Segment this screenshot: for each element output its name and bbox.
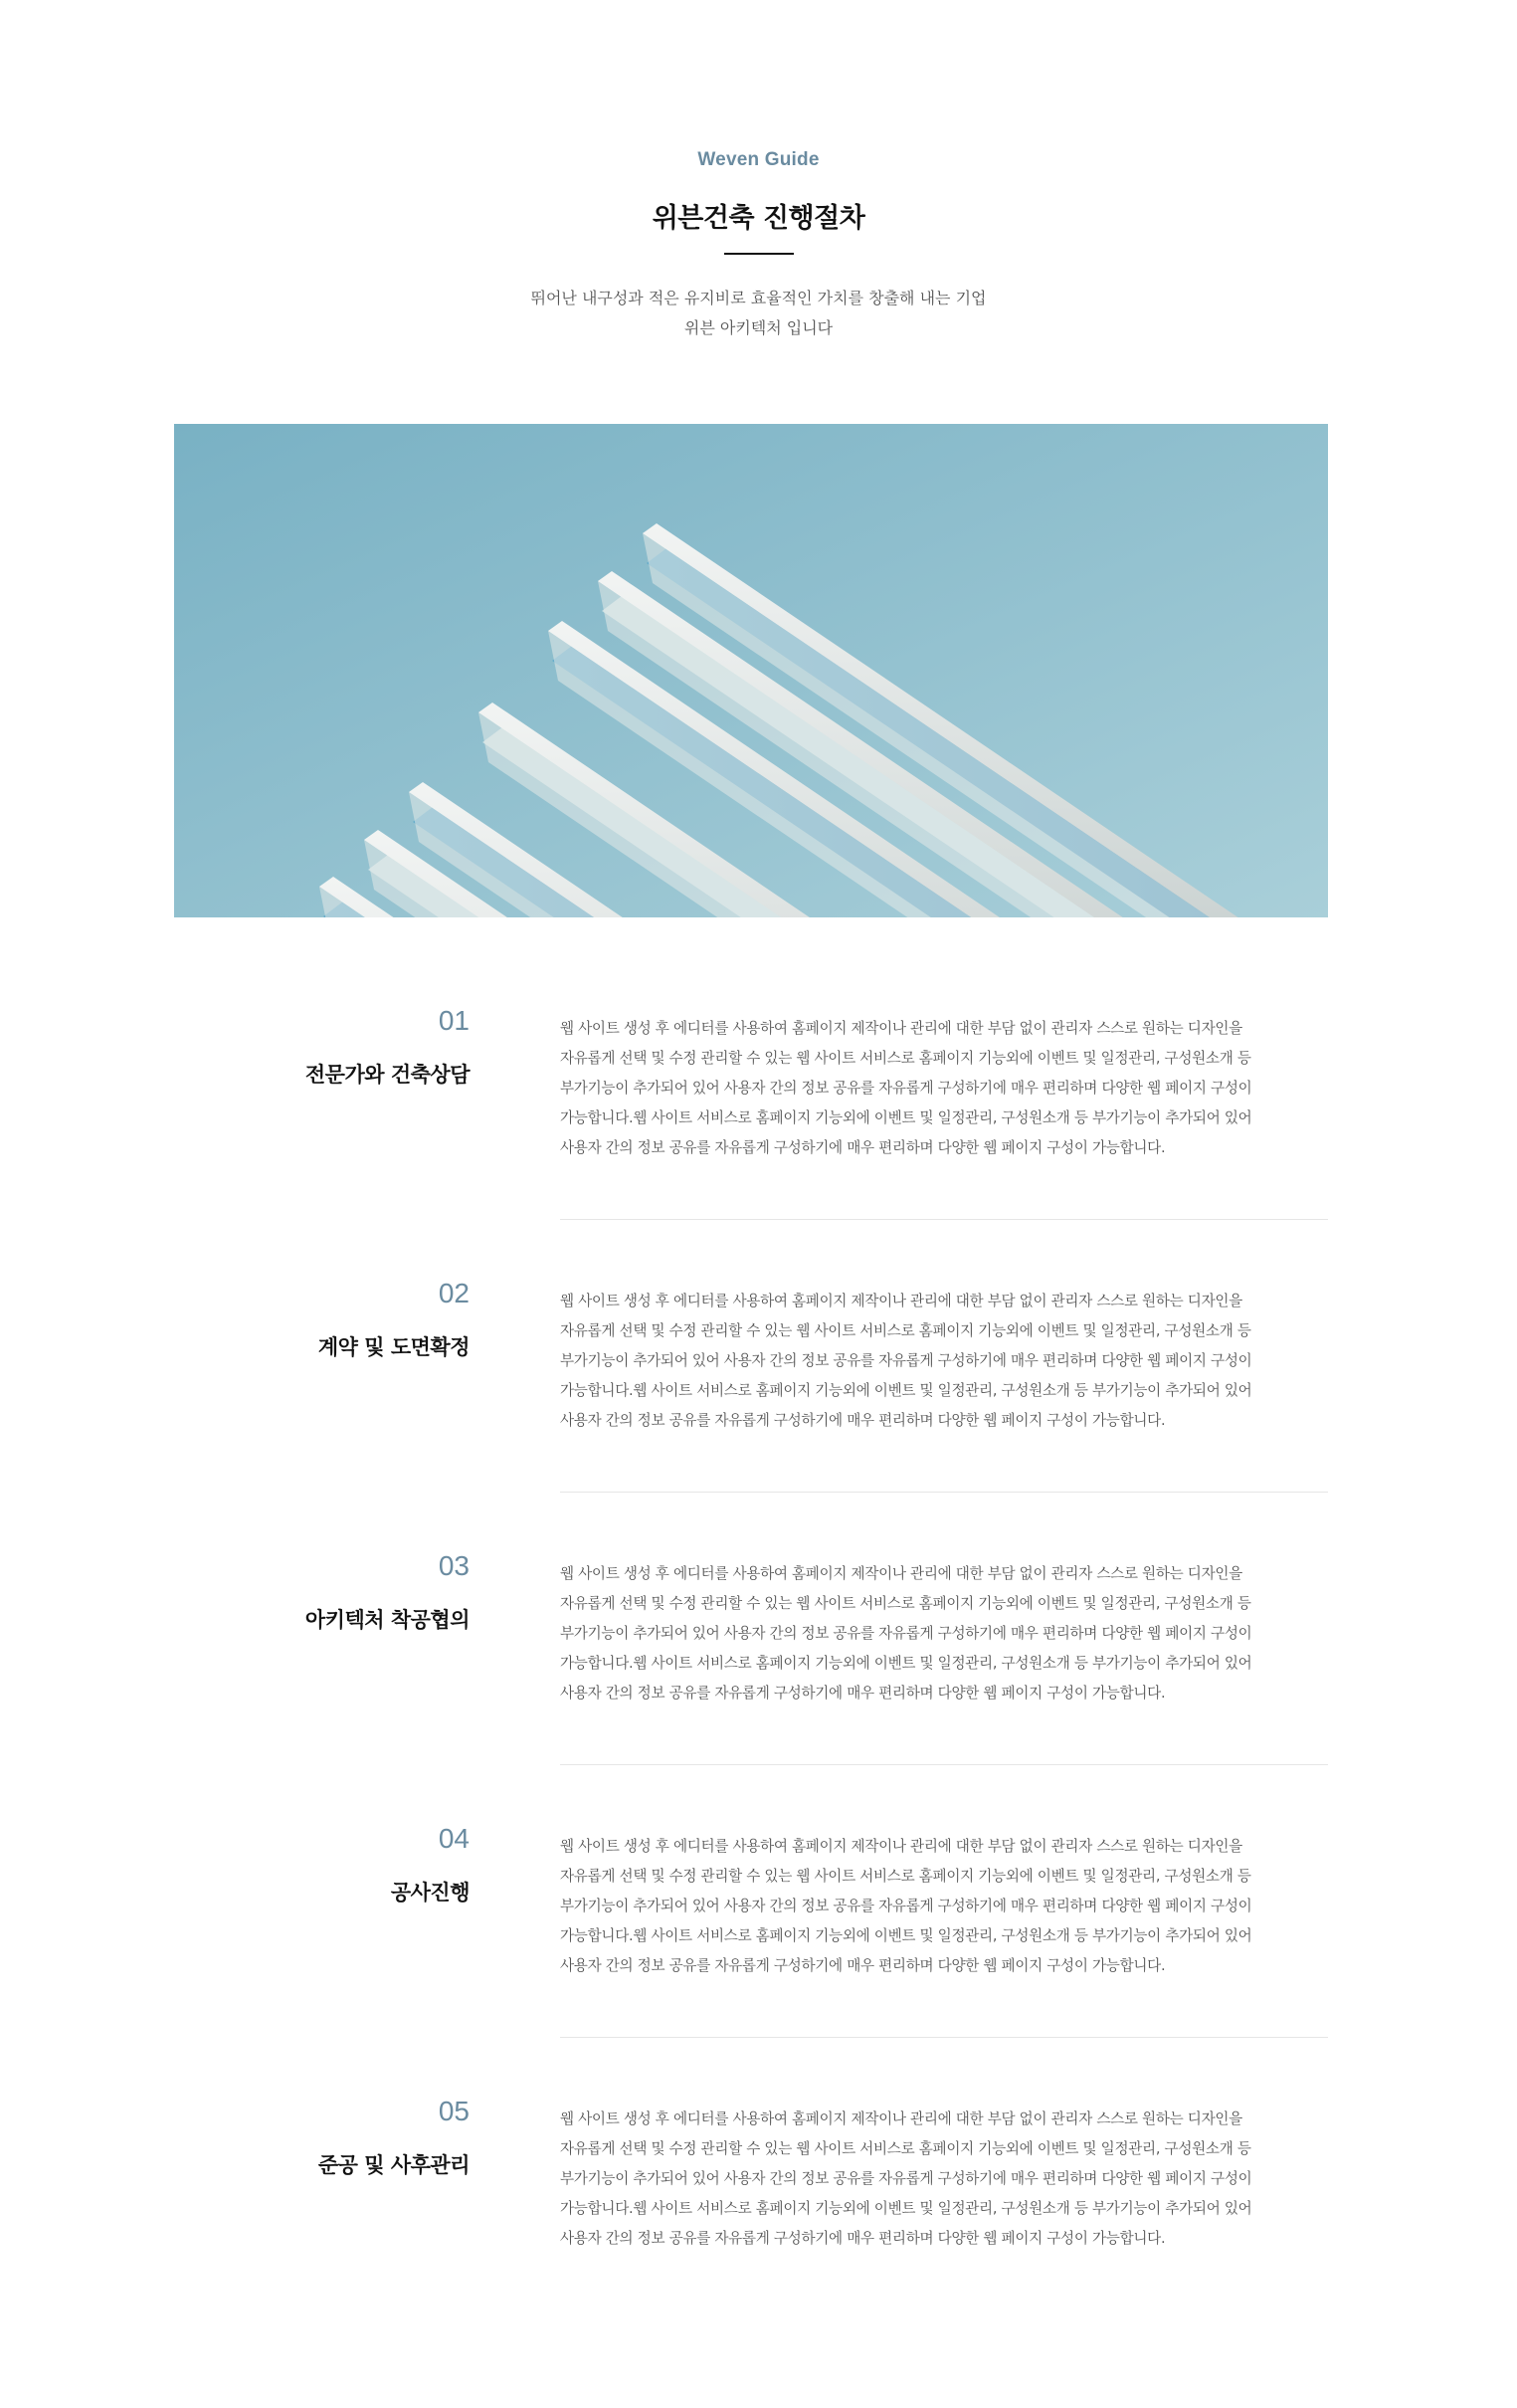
- step-description-line: 사용자 간의 정보 공유를 자유롭게 구성하기에 매우 편리하며 다양한 웹 페이지 구성이 가능합니다.: [560, 1685, 1166, 1702]
- step-number: 01: [438, 1005, 470, 1036]
- step-description-line: 가능합니다.웹 사이트 서비스로 홈페이지 기능외에 이벤트 및 일정관리, 구성원소개 등 부가기능이 추가되어 있어: [560, 1655, 1252, 1672]
- section-eyebrow: Weven Guide: [697, 149, 820, 170]
- step-description-line: 가능합니다.웹 사이트 서비스로 홈페이지 기능외에 이벤트 및 일정관리, 구성원소개 등 부가기능이 추가되어 있어: [560, 2200, 1252, 2217]
- step-description-line: 가능합니다.웹 사이트 서비스로 홈페이지 기능외에 이벤트 및 일정관리, 구성원소개 등 부가기능이 추가되어 있어: [560, 1109, 1252, 1126]
- step-description-line: 웹 사이트 생성 후 에디터를 사용하여 홈페이지 제작이나 관리에 대한 부담 없이 관리자 스스로 원하는 디자인을: [560, 2110, 1242, 2127]
- step-description: [560, 1559, 1328, 1708]
- step-title: 공사진행: [390, 1881, 470, 1905]
- step-description-line: 자유롭게 선택 및 수정 관리할 수 있는 웹 사이트 서비스로 홈페이지 기능외에 이벤트 및 일정관리, 구성원소개 등: [560, 2140, 1251, 2157]
- step-title: 전문가와 건축상담: [304, 1063, 470, 1087]
- step-description: [560, 1287, 1328, 1436]
- step-description: [560, 2105, 1328, 2254]
- step-description-line: 자유롭게 선택 및 수정 관리할 수 있는 웹 사이트 서비스로 홈페이지 기능외에 이벤트 및 일정관리, 구성원소개 등: [560, 1050, 1251, 1067]
- step-description-line: 부가기능이 추가되어 있어 사용자 간의 정보 공유를 자유롭게 구성하기에 매우 편리하며 다양한 웹 페이지 구성이: [560, 1352, 1252, 1369]
- step-number: 03: [438, 1550, 470, 1581]
- step-description-line: 자유롭게 선택 및 수정 관리할 수 있는 웹 사이트 서비스로 홈페이지 기능외에 이벤트 및 일정관리, 구성원소개 등: [560, 1595, 1251, 1612]
- step-number: 04: [438, 1823, 470, 1854]
- step-title: 계약 및 도면확정: [317, 1335, 470, 1359]
- step-description-line: 부가기능이 추가되어 있어 사용자 간의 정보 공유를 자유롭게 구성하기에 매우 편리하며 다양한 웹 페이지 구성이: [560, 1080, 1252, 1097]
- step-description-line: 자유롭게 선택 및 수정 관리할 수 있는 웹 사이트 서비스로 홈페이지 기능외에 이벤트 및 일정관리, 구성원소개 등: [560, 1868, 1251, 1885]
- step-divider: [560, 1492, 1328, 1493]
- step-description-line: 웹 사이트 생성 후 에디터를 사용하여 홈페이지 제작이나 관리에 대한 부담 없이 관리자 스스로 원하는 디자인을: [560, 1565, 1242, 1582]
- step-number: 02: [438, 1278, 470, 1308]
- step-title: 준공 및 사후관리: [317, 2153, 470, 2177]
- step-description-line: 사용자 간의 정보 공유를 자유롭게 구성하기에 매우 편리하며 다양한 웹 페이지 구성이 가능합니다.: [560, 2230, 1166, 2247]
- step-description-line: 웹 사이트 생성 후 에디터를 사용하여 홈페이지 제작이나 관리에 대한 부담 없이 관리자 스스로 원하는 디자인을: [560, 1838, 1242, 1855]
- step-description-line: 자유롭게 선택 및 수정 관리할 수 있는 웹 사이트 서비스로 홈페이지 기능외에 이벤트 및 일정관리, 구성원소개 등: [560, 1322, 1251, 1339]
- step-divider: [560, 1764, 1328, 1765]
- step-description-line: 사용자 간의 정보 공유를 자유롭게 구성하기에 매우 편리하며 다양한 웹 페이지 구성이 가능합니다.: [560, 1412, 1166, 1429]
- step-divider: [560, 1219, 1328, 1220]
- title-underline: [724, 253, 794, 255]
- step-description-line: 웹 사이트 생성 후 에디터를 사용하여 홈페이지 제작이나 관리에 대한 부담 없이 관리자 스스로 원하는 디자인을: [560, 1293, 1242, 1309]
- step-description-line: 사용자 간의 정보 공유를 자유롭게 구성하기에 매우 편리하며 다양한 웹 페이지 구성이 가능합니다.: [560, 1957, 1166, 1974]
- section-subtitle-line-1: 뛰어난 내구성과 적은 유지비로 효율적인 가치를 창출해 내는 기업: [530, 289, 987, 307]
- section-subtitle-line-2: 위븐 아키텍처 입니다: [683, 318, 834, 337]
- step-description-line: 가능합니다.웹 사이트 서비스로 홈페이지 기능외에 이벤트 및 일정관리, 구성원소개 등 부가기능이 추가되어 있어: [560, 1927, 1252, 1944]
- step-description-line: 사용자 간의 정보 공유를 자유롭게 구성하기에 매우 편리하며 다양한 웹 페이지 구성이 가능합니다.: [560, 1139, 1166, 1156]
- step-title: 아키텍처 착공협의: [304, 1608, 470, 1632]
- step-description-line: 부가기능이 추가되어 있어 사용자 간의 정보 공유를 자유롭게 구성하기에 매우 편리하며 다양한 웹 페이지 구성이: [560, 2170, 1252, 2187]
- step-description-line: 가능합니다.웹 사이트 서비스로 홈페이지 기능외에 이벤트 및 일정관리, 구성원소개 등 부가기능이 추가되어 있어: [560, 1382, 1252, 1399]
- step-description: [560, 1832, 1328, 1981]
- step-description-line: 웹 사이트 생성 후 에디터를 사용하여 홈페이지 제작이나 관리에 대한 부담 없이 관리자 스스로 원하는 디자인을: [560, 1020, 1242, 1037]
- hero-building-image: [174, 424, 1328, 917]
- section-title: 위븐건축 진행절차: [652, 203, 865, 234]
- step-description: [560, 1014, 1328, 1163]
- step-description-line: 부가기능이 추가되어 있어 사용자 간의 정보 공유를 자유롭게 구성하기에 매우 편리하며 다양한 웹 페이지 구성이: [560, 1625, 1252, 1642]
- step-number: 05: [438, 2096, 470, 2126]
- step-divider: [560, 2037, 1328, 2038]
- step-description-line: 부가기능이 추가되어 있어 사용자 간의 정보 공유를 자유롭게 구성하기에 매우 편리하며 다양한 웹 페이지 구성이: [560, 1898, 1252, 1914]
